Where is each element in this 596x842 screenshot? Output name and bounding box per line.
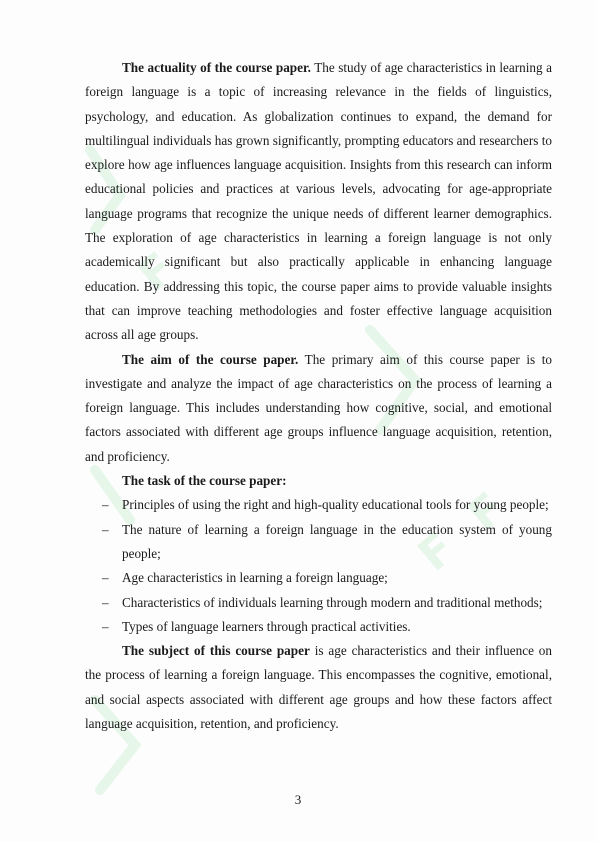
actuality-heading: The actuality of the course paper. [122, 60, 311, 75]
list-item-text: Age characteristics in learning a foreign language; [122, 570, 388, 586]
actuality-body: The study of age characteristics in learning a foreign language is a topic of increasing relevance in the fields of linguistics, psychology, and education. As globalization continues to expand, the demand for multilingual individuals has grown significantly, prompting educators and researchers to explore how age influences language acquisition. Insights from this research can inform educational policies and practices at various levels, advocating for age-appropriate language programs that recognize the unique needs of different learner demographics. The exploration of age characteristics in learning a foreign language is not only academically significant but also practically applicable in enhancing language education. By addressing this topic, the course paper aims to provide valuable insights that can improve teaching methodologies and foster effective language acquisition across all age groups. [85, 60, 552, 343]
dash-bullet: – [102, 594, 109, 610]
actuality-paragraph [85, 56, 552, 348]
task-list [85, 493, 552, 639]
watermark-letter: F [458, 482, 515, 542]
list-item-text: Characteristics of individuals learning through modern and traditional methods; [122, 594, 543, 610]
task-heading: The task of the course paper: [122, 473, 287, 489]
aim-heading: The aim of the course paper. [122, 351, 299, 367]
aim-paragraph [85, 348, 552, 469]
body-text [85, 56, 552, 736]
aim-body: The primary aim of this course paper is to investigate and analyze the impact of age characteristics on the process of learning a foreign language. This includes understanding how cognitive, social, and emotional factors associated with different age groups influence language acquisition, retention, and proficiency. [85, 351, 552, 464]
list-item [85, 566, 552, 590]
list-item-text: Types of language learners through practical activities. [122, 618, 411, 634]
page-number: 3 [294, 792, 302, 807]
list-item [85, 518, 552, 567]
dash-bullet: – [102, 497, 109, 513]
watermark-letter: F [128, 242, 185, 302]
list-item-text: Principles of using the right and high-quality educational tools for young people; [122, 497, 549, 513]
dash-bullet: – [102, 618, 109, 634]
subject-body: is age characteristics and their influence on the process of learning a foreign language. This encompasses the cognitive, emotional, and social aspects associated with different age groups and how these factors affect language acquisition, retention, and proficiency. [85, 643, 552, 732]
dash-bullet: – [102, 570, 109, 586]
subject-paragraph [85, 639, 552, 736]
list-item [85, 615, 552, 639]
list-item-text: The nature of learning a foreign language in the education system of young people; [122, 521, 552, 561]
dash-bullet: – [102, 521, 109, 537]
list-item [85, 493, 552, 517]
watermark-letter: F [408, 522, 465, 582]
subject-heading: The subject of this course paper [122, 643, 310, 659]
list-item [85, 591, 552, 615]
